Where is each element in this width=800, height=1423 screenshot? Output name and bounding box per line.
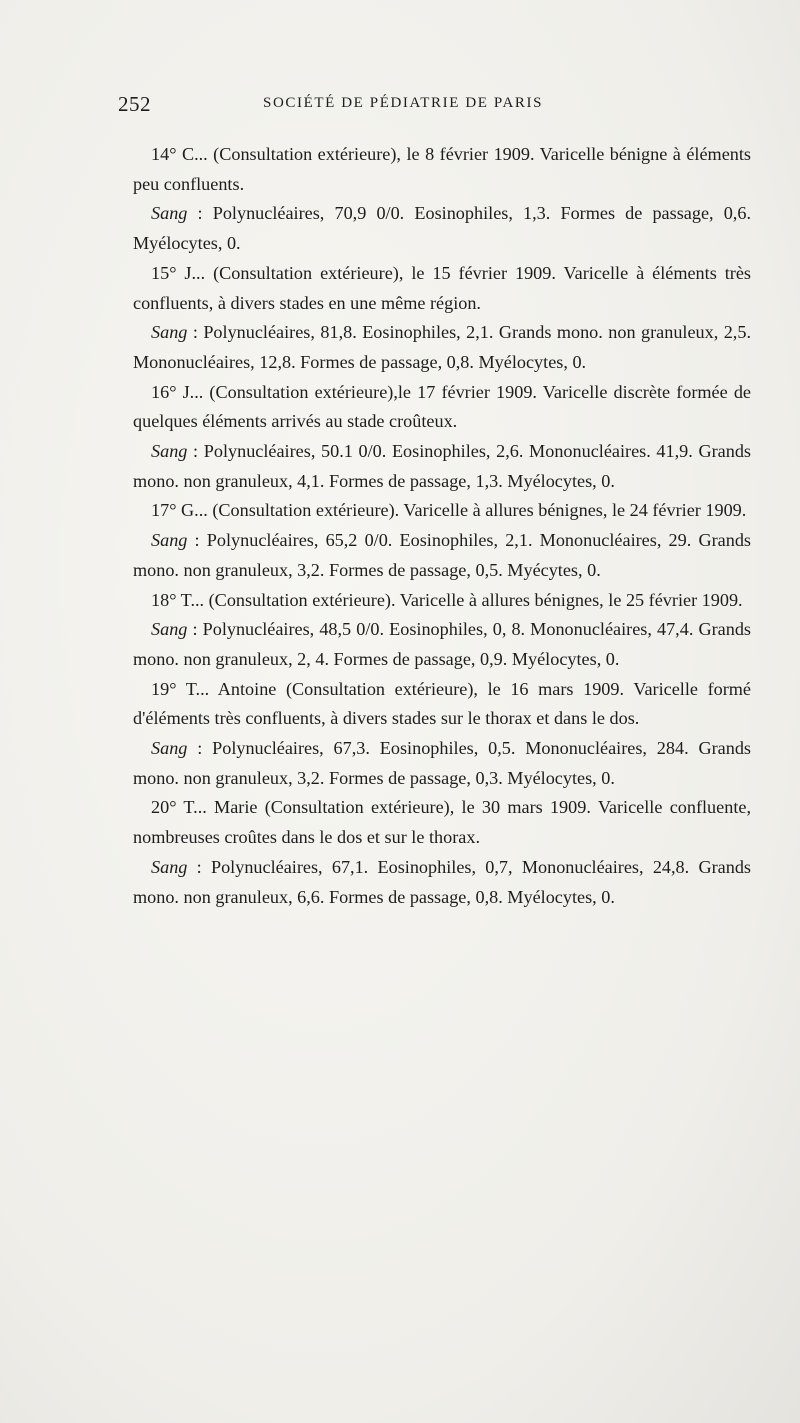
blood-count bbox=[133, 615, 751, 674]
case-entry bbox=[133, 675, 751, 794]
case-entry bbox=[133, 140, 751, 259]
blood-count bbox=[133, 437, 751, 496]
sang-label: Sang bbox=[151, 203, 188, 224]
case-entry bbox=[133, 793, 751, 912]
blood-values: : Polynucléaires, 67,3. Eosinophiles, 0,5. Mononucléaires, 284. Grands mono. non granuleux, 3,2. Formes de passage, 0,3. Myélocytes, 0. bbox=[133, 738, 751, 788]
blood-values: : Polynucléaires, 70,9 0/0. Eosinophiles, 1,3. Formes de passage, 0,6. Myélocytes, 0. bbox=[133, 203, 751, 254]
page-header bbox=[118, 92, 748, 124]
sang-label: Sang bbox=[151, 619, 188, 640]
case-entry bbox=[133, 259, 751, 378]
blood-values: : Polynucléaires, 65,2 0/0. Eosinophiles, 2,1. Mononucléaires, 29. Grands mono. non granuleux, 3,2. Formes de passage, 0,5. Myécytes, 0. bbox=[133, 530, 751, 580]
sang-label: Sang bbox=[151, 322, 188, 343]
blood-count bbox=[133, 734, 751, 793]
blood-values: : Polynucléaires, 81,8. Eosinophiles, 2,1. Grands mono. non granuleux, 2,5. Mononucléaires, 12,8. Formes de passage, 0,8. Myélocytes, 0. bbox=[133, 322, 751, 372]
blood-values: : Polynucléaires, 48,5 0/0. Eosinophiles, 0, 8. Mononucléaires, 47,4. Grands mono. non granuleux, 2, 4. Formes de passage, 0,9. Myélocytes, 0. bbox=[133, 619, 751, 669]
case-entry bbox=[133, 586, 751, 675]
blood-count bbox=[133, 318, 751, 377]
blood-values: : Polynucléaires, 67,1. Eosinophiles, 0,7, Mononucléaires, 24,8. Grands mono. non granuleux, 6,6. Formes de passage, 0,8. Myélocytes, 0. bbox=[133, 856, 751, 907]
running-head: SOCIÉTÉ DE PÉDIATRIE DE PARIS bbox=[263, 95, 544, 111]
case-description: 17° G... (Consultation extérieure). Varicelle à allures bénignes, le 24 février 1909. bbox=[151, 500, 747, 521]
body-text bbox=[133, 140, 751, 912]
case-description: 16° J... (Consultation extérieure),le 17 février 1909. Varicelle discrète formée de quelques éléments arrivés au stade croûteux. bbox=[133, 381, 751, 432]
case-description: 18° T... (Consultation extérieure). Varicelle à allures bénignes, le 25 février 1909. bbox=[151, 589, 743, 610]
blood-count bbox=[133, 853, 751, 912]
blood-count bbox=[133, 526, 751, 585]
case-entry bbox=[133, 496, 751, 585]
case-description: 19° T... Antoine (Consultation extérieure), le 16 mars 1909. Varicelle formé d'éléments très confluents, à divers stades sur le thorax et dans le dos. bbox=[133, 678, 751, 729]
case-description: 14° C... (Consultation extérieure), le 8 février 1909. Varicelle bénigne à éléments peu confluents. bbox=[133, 144, 751, 194]
blood-count bbox=[133, 199, 751, 258]
case-description: 15° J... (Consultation extérieure), le 15 février 1909. Varicelle à éléments très confluents, à divers stades en une même région. bbox=[133, 262, 751, 313]
sang-label: Sang bbox=[151, 530, 188, 551]
case-description: 20° T... Marie (Consultation extérieure), le 30 mars 1909. Varicelle confluente, nombreuses croûtes dans le dos et sur le thorax. bbox=[133, 797, 751, 848]
case-entry bbox=[133, 378, 751, 497]
sang-label: Sang bbox=[151, 441, 188, 462]
page-number: 252 bbox=[118, 92, 151, 116]
sang-label: Sang bbox=[151, 738, 188, 759]
blood-values: : Polynucléaires, 50.1 0/0. Eosinophiles, 2,6. Mononucléaires. 41,9. Grands mono. non granuleux, 4,1. Formes de passage, 1,3. Myélocytes, 0. bbox=[133, 441, 751, 491]
sang-label: Sang bbox=[151, 856, 188, 877]
